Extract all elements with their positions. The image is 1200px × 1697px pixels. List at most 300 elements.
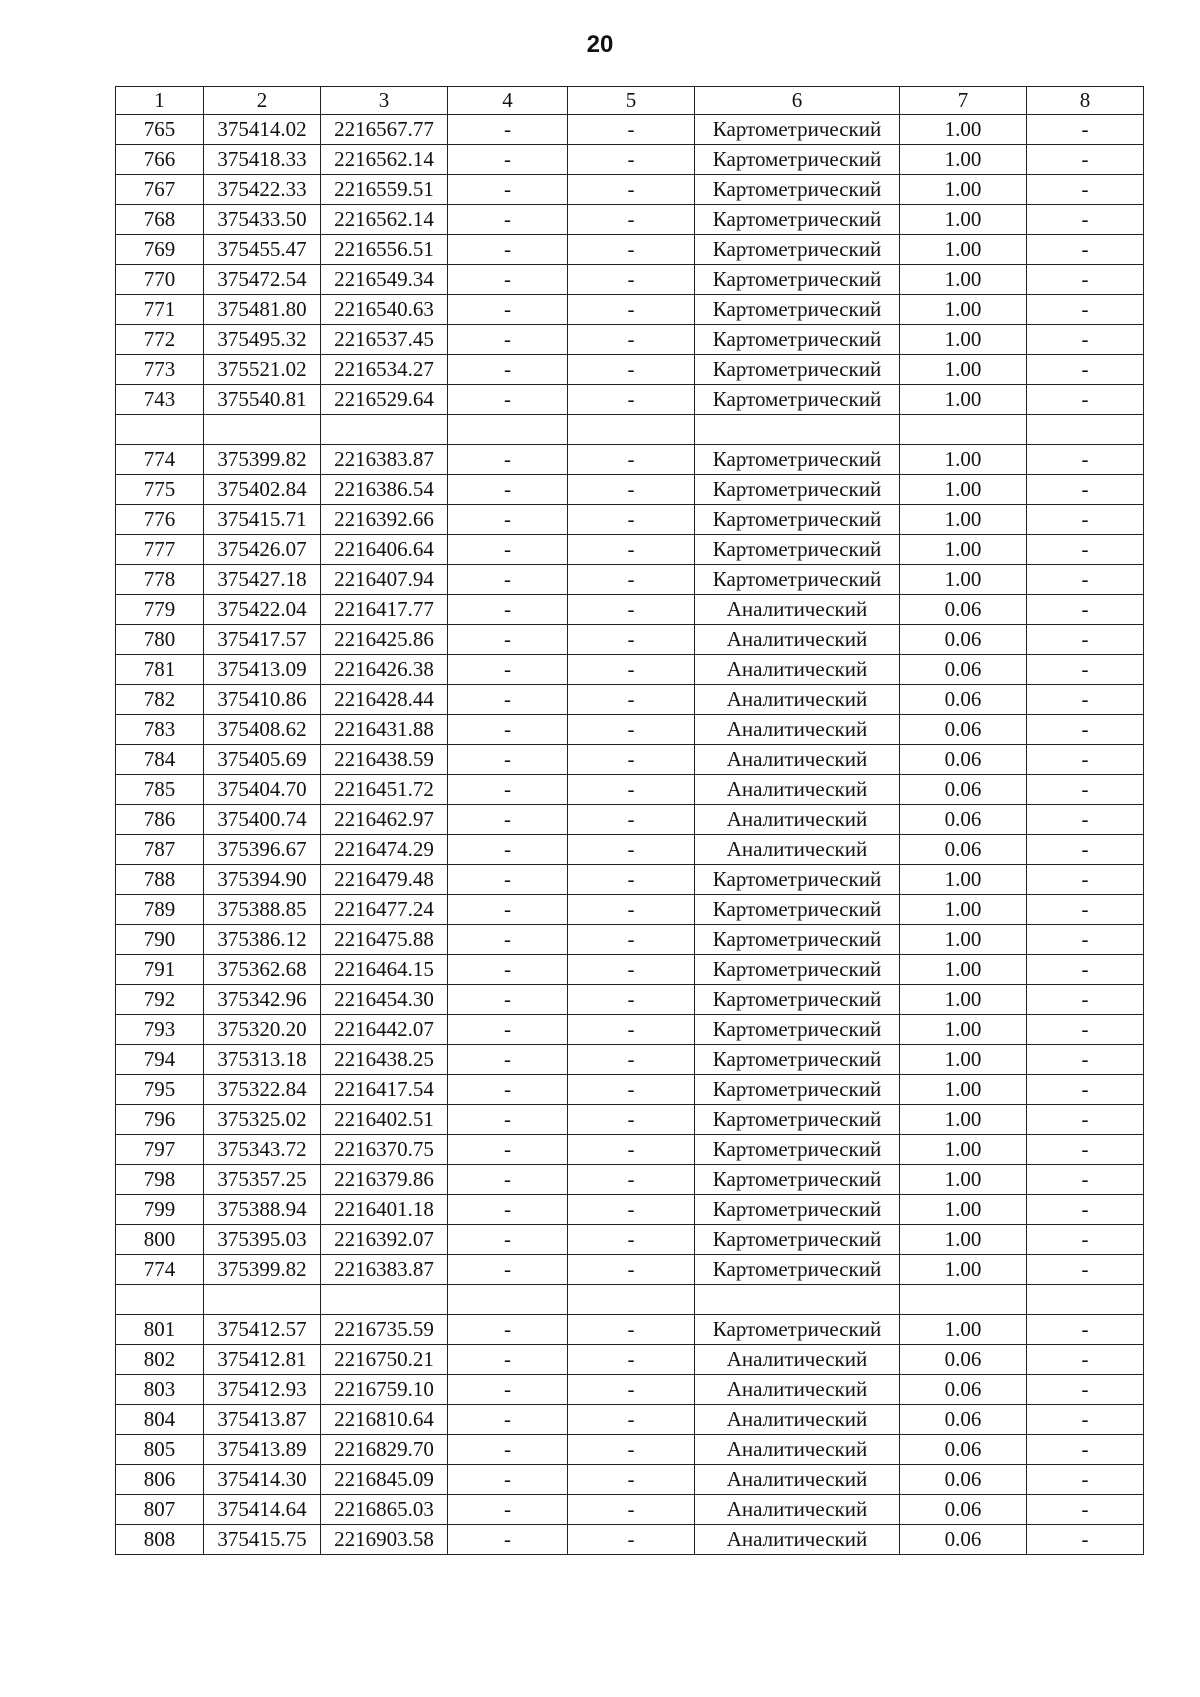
table-header-row <box>116 87 1144 115</box>
table-cell: 792 <box>116 985 204 1015</box>
table-cell: - <box>568 865 695 895</box>
table-cell: - <box>568 475 695 505</box>
table-cell: 1.00 <box>900 175 1027 205</box>
table-cell: Аналитический <box>695 1375 900 1405</box>
table-cell: - <box>1027 355 1144 385</box>
table-cell: - <box>448 1165 568 1195</box>
table-cell: 767 <box>116 175 204 205</box>
table-cell: 375433.50 <box>204 205 321 235</box>
table-cell: - <box>448 775 568 805</box>
table-cell: - <box>448 145 568 175</box>
table-cell: 2216562.14 <box>321 145 448 175</box>
table-cell: 375386.12 <box>204 925 321 955</box>
table-cell: 1.00 <box>900 895 1027 925</box>
table-cell: 2216406.64 <box>321 535 448 565</box>
table-row <box>116 955 1144 985</box>
table-cell <box>321 1285 448 1315</box>
table-cell: 375455.47 <box>204 235 321 265</box>
table-cell: 2216402.51 <box>321 1105 448 1135</box>
table-cell: 0.06 <box>900 775 1027 805</box>
table-cell: - <box>1027 175 1144 205</box>
table-row <box>116 175 1144 205</box>
table-cell: 0.06 <box>900 1345 1027 1375</box>
table-cell: - <box>568 805 695 835</box>
table-row <box>116 1435 1144 1465</box>
table-cell: - <box>448 835 568 865</box>
table-row <box>116 355 1144 385</box>
table-row <box>116 685 1144 715</box>
table-cell: - <box>448 535 568 565</box>
table-cell: Картометрический <box>695 1195 900 1225</box>
table-cell: 1.00 <box>900 1255 1027 1285</box>
table-cell: 1.00 <box>900 205 1027 235</box>
table-cell: 375400.74 <box>204 805 321 835</box>
table-cell: 2216438.25 <box>321 1045 448 1075</box>
table-cell: 2216845.09 <box>321 1465 448 1495</box>
table-cell: 375394.90 <box>204 865 321 895</box>
table-cell: 2216759.10 <box>321 1375 448 1405</box>
table-cell: 770 <box>116 265 204 295</box>
table-cell <box>568 1285 695 1315</box>
table-cell: Картометрический <box>695 1045 900 1075</box>
table-cell: 2216865.03 <box>321 1495 448 1525</box>
table-cell: 2216534.27 <box>321 355 448 385</box>
table-cell: - <box>448 295 568 325</box>
table-row <box>116 1465 1144 1495</box>
table-cell: 2216425.86 <box>321 625 448 655</box>
table-cell: 797 <box>116 1135 204 1165</box>
table-cell: 1.00 <box>900 505 1027 535</box>
table-row <box>116 985 1144 1015</box>
table-cell: 375422.33 <box>204 175 321 205</box>
table-cell: 2216829.70 <box>321 1435 448 1465</box>
table-cell: - <box>568 715 695 745</box>
table-row <box>116 1165 1144 1195</box>
table-cell: 795 <box>116 1075 204 1105</box>
table-cell: - <box>1027 655 1144 685</box>
table-cell: 1.00 <box>900 385 1027 415</box>
column-header-8: 8 <box>1027 87 1144 115</box>
table-cell: 2216386.54 <box>321 475 448 505</box>
table-cell: - <box>448 1405 568 1435</box>
table-cell: 0.06 <box>900 1525 1027 1555</box>
table-cell: - <box>448 385 568 415</box>
table-cell: 2216559.51 <box>321 175 448 205</box>
table-cell: 1.00 <box>900 1135 1027 1165</box>
table-cell: 375343.72 <box>204 1135 321 1165</box>
table-cell: - <box>568 265 695 295</box>
table-cell: - <box>1027 985 1144 1015</box>
table-cell: - <box>448 475 568 505</box>
table-cell: 805 <box>116 1435 204 1465</box>
table-cell: 1.00 <box>900 865 1027 895</box>
table-cell: - <box>448 1465 568 1495</box>
table-row <box>116 595 1144 625</box>
table-cell: 2216810.64 <box>321 1405 448 1435</box>
table-cell: 2216407.94 <box>321 565 448 595</box>
table-cell: 375402.84 <box>204 475 321 505</box>
table-cell: 1.00 <box>900 1075 1027 1105</box>
table-cell: Картометрический <box>695 295 900 325</box>
table-cell: - <box>568 835 695 865</box>
table-cell: 785 <box>116 775 204 805</box>
table-cell: 375396.67 <box>204 835 321 865</box>
table-cell: - <box>448 325 568 355</box>
table-cell: - <box>1027 505 1144 535</box>
table-cell: 773 <box>116 355 204 385</box>
table-row <box>116 775 1144 805</box>
table-row <box>116 1105 1144 1135</box>
table-cell: - <box>568 1255 695 1285</box>
table-cell: Аналитический <box>695 625 900 655</box>
table-row <box>116 385 1144 415</box>
table-cell: Аналитический <box>695 745 900 775</box>
table-cell: - <box>568 145 695 175</box>
table-cell: 375320.20 <box>204 1015 321 1045</box>
table-row <box>116 745 1144 775</box>
table-cell: Картометрический <box>695 535 900 565</box>
table-cell: - <box>1027 1015 1144 1045</box>
table-row <box>116 1075 1144 1105</box>
table-cell: 2216549.34 <box>321 265 448 295</box>
table-cell: 375325.02 <box>204 1105 321 1135</box>
table-cell: - <box>448 1315 568 1345</box>
table-cell: 789 <box>116 895 204 925</box>
table-cell: 375388.94 <box>204 1195 321 1225</box>
table-cell: Аналитический <box>695 775 900 805</box>
table-cell: - <box>448 745 568 775</box>
table-cell: 2216401.18 <box>321 1195 448 1225</box>
table-cell: 1.00 <box>900 325 1027 355</box>
table-cell: - <box>448 895 568 925</box>
table-cell: 1.00 <box>900 445 1027 475</box>
table-cell: - <box>568 1315 695 1345</box>
table-cell: Аналитический <box>695 685 900 715</box>
table-cell: 375410.86 <box>204 685 321 715</box>
table-cell: - <box>1027 265 1144 295</box>
table-cell: Картометрический <box>695 475 900 505</box>
table-cell: - <box>1027 775 1144 805</box>
table-cell: - <box>1027 925 1144 955</box>
table-cell: - <box>1027 805 1144 835</box>
table-row <box>116 535 1144 565</box>
table-cell: - <box>568 385 695 415</box>
table-cell: - <box>448 565 568 595</box>
table-cell: 375362.68 <box>204 955 321 985</box>
table-row <box>116 1495 1144 1525</box>
table-row <box>116 475 1144 505</box>
table-cell: Картометрический <box>695 385 900 415</box>
table-cell: - <box>448 1225 568 1255</box>
table-cell: - <box>448 445 568 475</box>
table-cell: - <box>448 265 568 295</box>
table-cell: - <box>568 985 695 1015</box>
table-cell: - <box>448 1495 568 1525</box>
table-cell: 0.06 <box>900 715 1027 745</box>
table-cell: Картометрический <box>695 1315 900 1345</box>
table-cell: - <box>568 205 695 235</box>
table-cell: Картометрический <box>695 355 900 385</box>
table-cell: - <box>568 1135 695 1165</box>
table-cell: - <box>1027 1075 1144 1105</box>
table-cell: 0.06 <box>900 1435 1027 1465</box>
table-cell: - <box>568 625 695 655</box>
table-cell: 1.00 <box>900 235 1027 265</box>
table-cell: 778 <box>116 565 204 595</box>
table-cell: 2216477.24 <box>321 895 448 925</box>
table-row <box>116 715 1144 745</box>
table-cell: 375412.93 <box>204 1375 321 1405</box>
table-cell: - <box>1027 115 1144 145</box>
table-cell: Картометрический <box>695 445 900 475</box>
table-cell: 2216383.87 <box>321 445 448 475</box>
table-cell: 375414.64 <box>204 1495 321 1525</box>
table-cell: 375413.09 <box>204 655 321 685</box>
table-cell: - <box>568 1195 695 1225</box>
table-cell: - <box>448 205 568 235</box>
table-cell: - <box>568 295 695 325</box>
table-cell <box>1027 1285 1144 1315</box>
table-cell: 0.06 <box>900 1405 1027 1435</box>
table-row <box>116 295 1144 325</box>
table-row <box>116 1255 1144 1285</box>
table-cell: - <box>1027 1195 1144 1225</box>
table-cell: Картометрический <box>695 895 900 925</box>
table-cell: - <box>448 355 568 385</box>
table-cell: 743 <box>116 385 204 415</box>
table-cell: - <box>448 1075 568 1105</box>
table-cell: - <box>448 685 568 715</box>
table-cell: - <box>1027 325 1144 355</box>
table-cell: - <box>1027 535 1144 565</box>
column-header-1: 1 <box>116 87 204 115</box>
table-cell: 2216479.48 <box>321 865 448 895</box>
table-cell: - <box>568 685 695 715</box>
table-cell: 375388.85 <box>204 895 321 925</box>
table-cell: - <box>1027 1135 1144 1165</box>
table-cell: 375405.69 <box>204 745 321 775</box>
table-cell: Картометрический <box>695 955 900 985</box>
table-cell: - <box>568 115 695 145</box>
table-cell: - <box>1027 745 1144 775</box>
table-cell: Картометрический <box>695 1105 900 1135</box>
table-cell: 2216426.38 <box>321 655 448 685</box>
table-row <box>116 895 1144 925</box>
table-cell: Картометрический <box>695 145 900 175</box>
table-cell: 774 <box>116 445 204 475</box>
table-cell: Картометрический <box>695 865 900 895</box>
table-cell: 375481.80 <box>204 295 321 325</box>
table-cell: - <box>448 1045 568 1075</box>
table-cell: - <box>448 1375 568 1405</box>
table-cell: - <box>568 955 695 985</box>
table-body <box>116 115 1144 1555</box>
table-cell <box>448 415 568 445</box>
table-cell: Картометрический <box>695 565 900 595</box>
table-cell: 375412.81 <box>204 1345 321 1375</box>
table-cell: - <box>568 175 695 205</box>
table-cell: 1.00 <box>900 355 1027 385</box>
table-cell: 775 <box>116 475 204 505</box>
table-cell: - <box>1027 895 1144 925</box>
table-cell: 375395.03 <box>204 1225 321 1255</box>
table-cell: 781 <box>116 655 204 685</box>
table-cell: Картометрический <box>695 265 900 295</box>
table-cell: - <box>1027 1375 1144 1405</box>
table-cell: Картометрический <box>695 115 900 145</box>
table-cell: 784 <box>116 745 204 775</box>
table-row <box>116 925 1144 955</box>
table-cell: - <box>1027 1405 1144 1435</box>
table-cell: 375415.71 <box>204 505 321 535</box>
table-cell: - <box>568 895 695 925</box>
table-cell <box>116 415 204 445</box>
table-cell: 375495.32 <box>204 325 321 355</box>
table-cell: 2216562.14 <box>321 205 448 235</box>
table-cell: 375418.33 <box>204 145 321 175</box>
table-cell: Аналитический <box>695 1465 900 1495</box>
table-row <box>116 805 1144 835</box>
table-cell: 787 <box>116 835 204 865</box>
table-cell: 375322.84 <box>204 1075 321 1105</box>
table-cell: 375412.57 <box>204 1315 321 1345</box>
table-cell: - <box>568 355 695 385</box>
table-cell: - <box>1027 595 1144 625</box>
table-cell: - <box>1027 295 1144 325</box>
table-cell: 800 <box>116 1225 204 1255</box>
table-cell: 786 <box>116 805 204 835</box>
table-cell: 783 <box>116 715 204 745</box>
table-cell: 2216903.58 <box>321 1525 448 1555</box>
table-cell: 771 <box>116 295 204 325</box>
table-row <box>116 265 1144 295</box>
table-cell: 2216462.97 <box>321 805 448 835</box>
table-cell: Аналитический <box>695 1405 900 1435</box>
table-cell: 2216537.45 <box>321 325 448 355</box>
table-cell: 0.06 <box>900 835 1027 865</box>
table-cell: 375404.70 <box>204 775 321 805</box>
table-cell: 375399.82 <box>204 1255 321 1285</box>
table-cell: - <box>568 595 695 625</box>
table-cell: 2216417.54 <box>321 1075 448 1105</box>
table-cell: 1.00 <box>900 1315 1027 1345</box>
table-cell: - <box>568 1435 695 1465</box>
table-cell: Картометрический <box>695 985 900 1015</box>
table-cell: 375414.02 <box>204 115 321 145</box>
table-cell: - <box>568 1495 695 1525</box>
table-cell: 1.00 <box>900 565 1027 595</box>
table-cell: 1.00 <box>900 985 1027 1015</box>
table-cell: 2216529.64 <box>321 385 448 415</box>
table-cell: - <box>1027 835 1144 865</box>
table-cell: - <box>448 925 568 955</box>
table-cell: Аналитический <box>695 1495 900 1525</box>
table-cell: - <box>1027 1525 1144 1555</box>
table-cell: - <box>1027 205 1144 235</box>
table-cell: 780 <box>116 625 204 655</box>
separator-row <box>116 415 1144 445</box>
table-cell: - <box>568 1045 695 1075</box>
table-cell: - <box>1027 475 1144 505</box>
table-cell: Картометрический <box>695 1135 900 1165</box>
table-cell: - <box>568 655 695 685</box>
column-header-3: 3 <box>321 87 448 115</box>
table-cell: 0.06 <box>900 655 1027 685</box>
table-cell: - <box>568 505 695 535</box>
table-row <box>116 115 1144 145</box>
table-cell <box>900 1285 1027 1315</box>
table-cell: 769 <box>116 235 204 265</box>
table-cell: 375415.75 <box>204 1525 321 1555</box>
table-row <box>116 1135 1144 1165</box>
table-cell: - <box>448 1255 568 1285</box>
table-row <box>116 205 1144 235</box>
table-cell: 375521.02 <box>204 355 321 385</box>
table-cell: 765 <box>116 115 204 145</box>
table-cell: Аналитический <box>695 835 900 865</box>
table-cell: 793 <box>116 1015 204 1045</box>
table-cell: 799 <box>116 1195 204 1225</box>
table-cell: 375413.89 <box>204 1435 321 1465</box>
table-cell: 1.00 <box>900 295 1027 325</box>
table-row <box>116 1045 1144 1075</box>
table-cell: 776 <box>116 505 204 535</box>
table-cell <box>204 1285 321 1315</box>
column-header-2: 2 <box>204 87 321 115</box>
table-cell: - <box>448 1135 568 1165</box>
table-cell: - <box>448 655 568 685</box>
table-cell: - <box>1027 1435 1144 1465</box>
table-cell: 1.00 <box>900 1195 1027 1225</box>
table-cell: - <box>1027 865 1144 895</box>
table-cell: - <box>448 1015 568 1045</box>
page-number: 20 <box>586 31 614 58</box>
table-cell: Картометрический <box>695 175 900 205</box>
table-cell: - <box>1027 235 1144 265</box>
table-cell: 2216454.30 <box>321 985 448 1015</box>
table-cell: 375540.81 <box>204 385 321 415</box>
table-cell: 2216417.77 <box>321 595 448 625</box>
table-cell: - <box>568 1405 695 1435</box>
table-cell: Картометрический <box>695 1075 900 1105</box>
table-cell: 1.00 <box>900 535 1027 565</box>
table-cell: Картометрический <box>695 925 900 955</box>
table-cell: Картометрический <box>695 505 900 535</box>
table-row <box>116 1015 1144 1045</box>
table-cell: 1.00 <box>900 115 1027 145</box>
table-cell: - <box>1027 1465 1144 1495</box>
table-cell: - <box>568 1015 695 1045</box>
table-cell: Картометрический <box>695 235 900 265</box>
table-cell: Аналитический <box>695 1435 900 1465</box>
table-cell <box>116 1285 204 1315</box>
table-cell: - <box>448 505 568 535</box>
table-cell: - <box>448 715 568 745</box>
table-cell: - <box>448 1345 568 1375</box>
table-cell: 1.00 <box>900 1105 1027 1135</box>
column-header-6: 6 <box>695 87 900 115</box>
table-cell: - <box>448 805 568 835</box>
column-header-5: 5 <box>568 87 695 115</box>
table-cell: 0.06 <box>900 685 1027 715</box>
table-cell: - <box>1027 385 1144 415</box>
table-cell: 2216540.63 <box>321 295 448 325</box>
table-cell: 375414.30 <box>204 1465 321 1495</box>
table-cell: 782 <box>116 685 204 715</box>
table-cell: - <box>448 235 568 265</box>
table-row <box>116 1375 1144 1405</box>
table-cell: - <box>568 1225 695 1255</box>
